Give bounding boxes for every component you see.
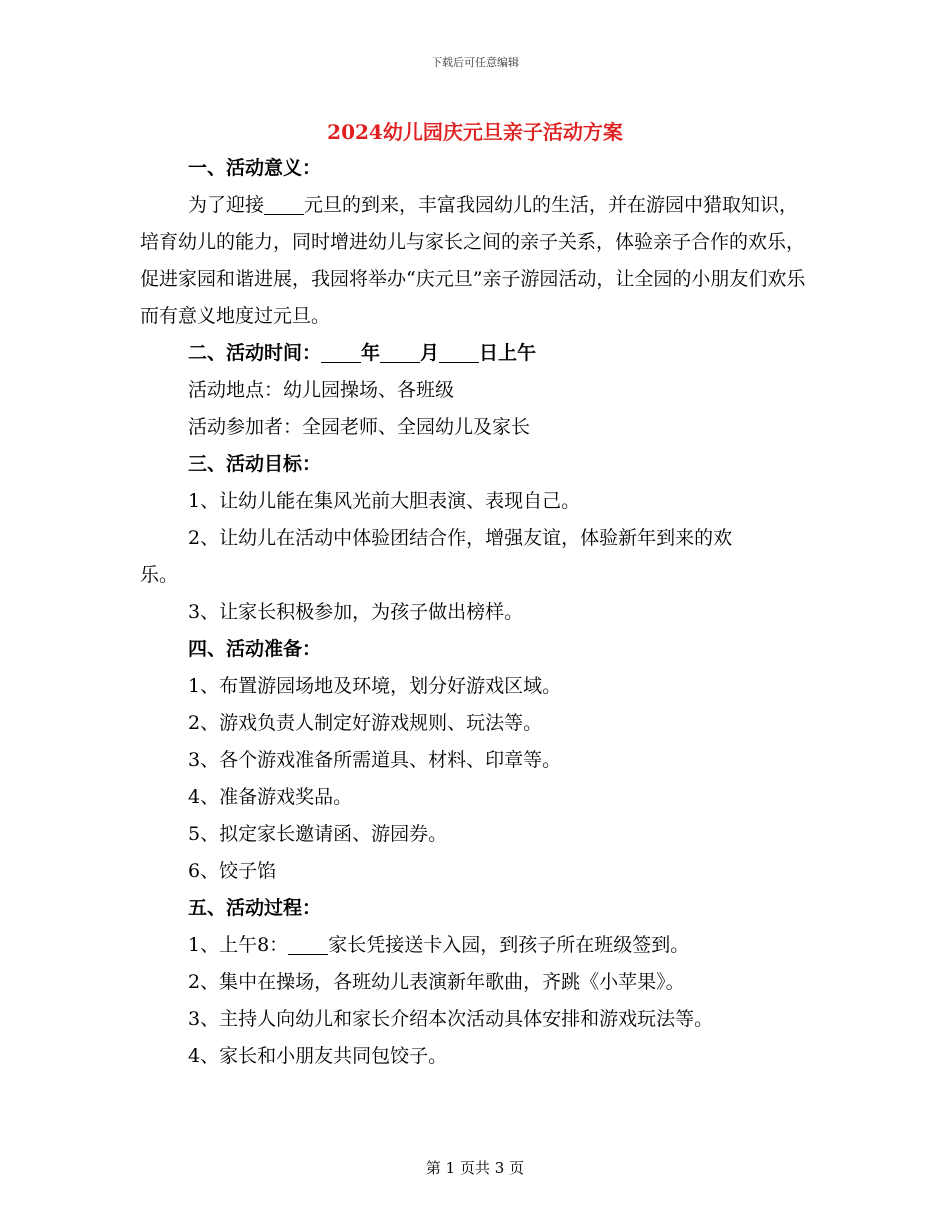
list-item: 3、各个游戏准备所需道具、材料、印章等。	[188, 749, 562, 771]
document-title: 2024幼儿园庆元旦亲子活动方案	[327, 120, 623, 144]
page-footer: 第 1 页共 3 页	[425, 1159, 525, 1177]
location-line: 活动地点：幼儿园操场、各班级	[188, 379, 455, 401]
blank-day-field	[439, 342, 479, 363]
list-item-continuation: 乐。	[140, 564, 179, 586]
paragraph-text-start: 为了迎接	[188, 194, 265, 216]
section-heading-4: 四、活动准备：	[188, 638, 322, 660]
header-note: 下载后可任意编辑	[431, 56, 519, 69]
list-item: 2、游戏负责人制定好游戏规则、玩法等。	[188, 712, 543, 734]
blank-year-field	[321, 342, 361, 363]
time-label: 二、活动时间：	[188, 342, 322, 364]
document-body	[140, 150, 810, 1075]
list-item: 4、准备游戏奖品。	[188, 786, 353, 808]
list-item	[140, 927, 810, 964]
blank-time-field	[288, 934, 328, 955]
list-item: 3、主持人向幼儿和家长介绍本次活动具体安排和游戏玩法等。	[188, 1008, 714, 1030]
blank-month-field	[380, 342, 420, 363]
section-heading-1: 一、活动意义：	[188, 157, 322, 179]
month-label: 月	[420, 342, 440, 364]
year-label: 年	[361, 342, 381, 364]
list-item: 1、让幼儿能在集风光前大胆表演、表现自己。	[188, 490, 581, 512]
list-item: 1、布置游园场地及环境，划分好游戏区域。	[188, 675, 562, 697]
item-text-start: 1、上午8：	[188, 934, 289, 956]
participants-line: 活动参加者：全园老师、全园幼儿及家长	[188, 416, 531, 438]
day-label: 日上午	[479, 342, 537, 364]
section-heading-3: 三、活动目标：	[188, 453, 322, 475]
blank-year	[264, 194, 304, 215]
list-item: 6、饺子馅	[188, 860, 277, 882]
list-item: 2、集中在操场，各班幼儿表演新年歌曲，齐跳《小苹果》。	[188, 971, 685, 993]
item-text-rest: 家长凭接送卡入园，到孩子所在班级签到。	[328, 934, 690, 956]
list-item: 3、让家长积极参加，为孩子做出榜样。	[188, 601, 524, 623]
section-heading-5: 五、活动过程：	[188, 897, 322, 919]
section-1-paragraph	[140, 187, 810, 335]
section-heading-2	[140, 335, 810, 372]
list-item: 4、家长和小朋友共同包饺子。	[188, 1045, 448, 1067]
list-item: 2、让幼儿在活动中体验团结合作，增强友谊，体验新年到来的欢	[188, 527, 733, 549]
list-item: 5、拟定家长邀请函、游园券。	[188, 823, 448, 845]
paragraph-text-rest: 元旦的到来，丰富我园幼儿的生活，并在游园中猎取知识，培育幼儿的能力，同时增进幼儿与家长之间的亲子关系，体验亲子合作的欢乐，促进家园和谐进展，我园将举办“庆元旦”亲子游园活动，让全园的小朋友们欢乐而有意义地度过元旦。	[140, 194, 806, 327]
